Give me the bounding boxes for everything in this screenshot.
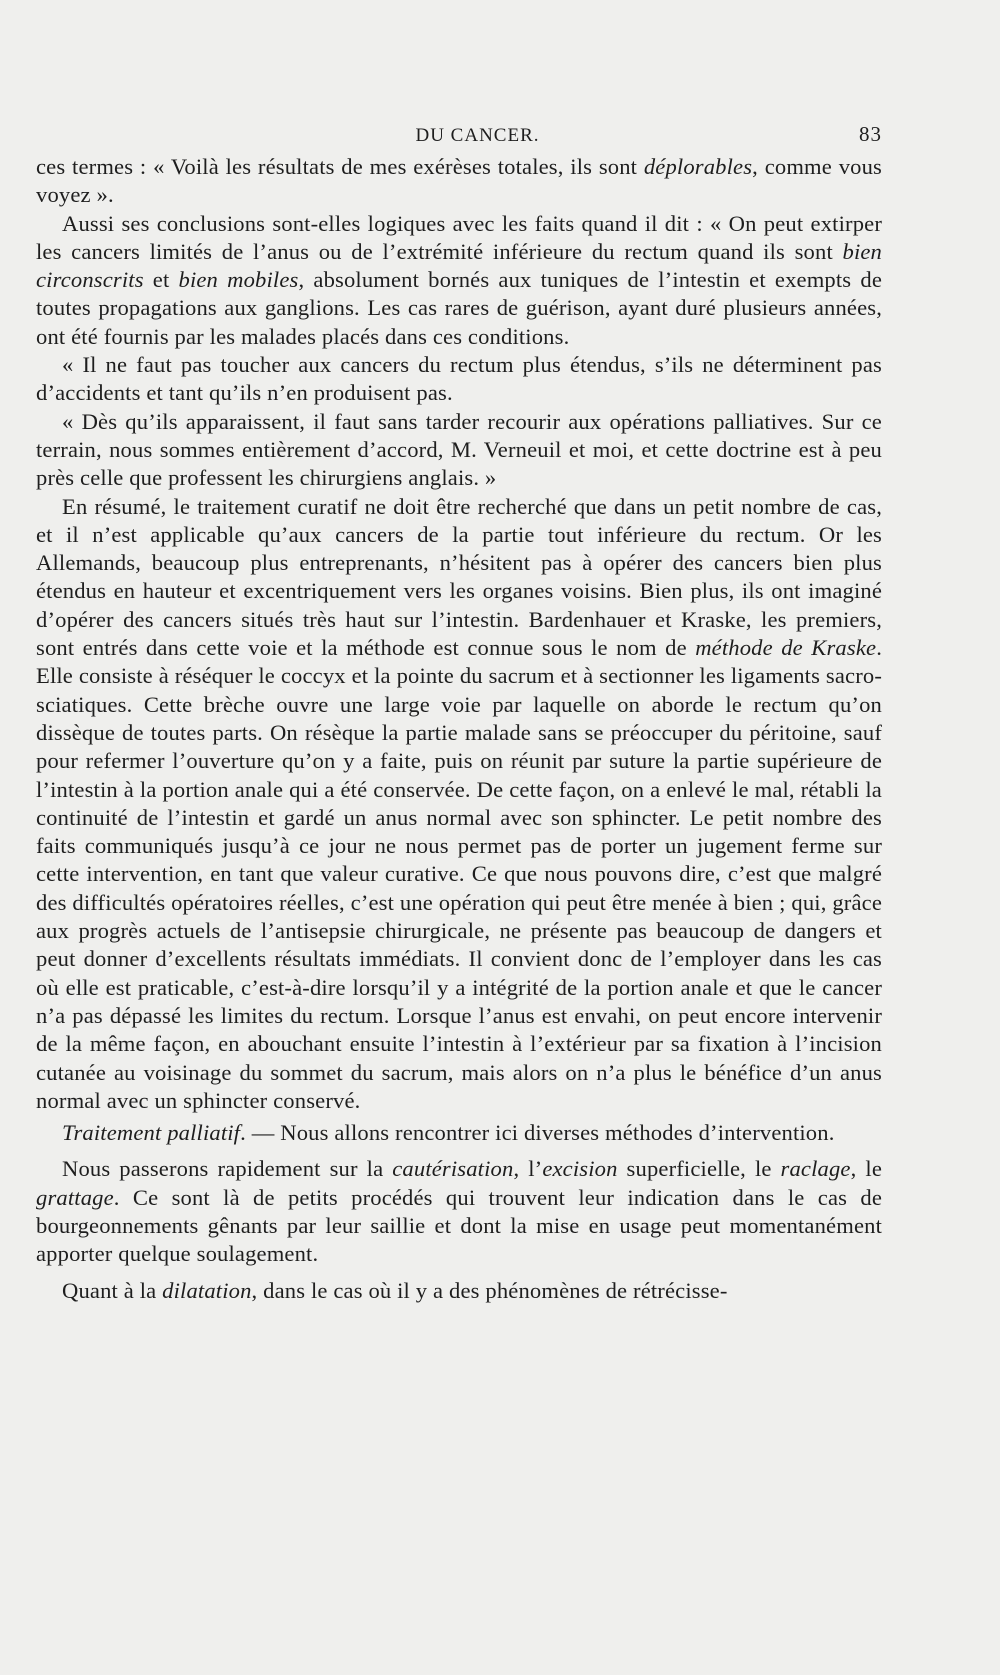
paragraph-7: [36, 1155, 882, 1268]
text-run: « Il ne faut pas toucher aux cancers du rectum plus étendus, s’ils ne déterminent pas d’accidents et tant qu’ils n’en produisent pas.: [36, 352, 882, 406]
paragraph-1: [36, 153, 882, 210]
paragraph-6: [36, 1119, 882, 1147]
text-run: En résumé, le traitement curatif ne doit être recherché que dans un petit nombre de cas, et il n’est applicable qu’aux cancers de la partie tout inférieure du rectum. Or les Allemands, beaucoup plus entreprenants, n’hésitent pas à opérer des cancers bien plus étendus en hauteur et excentriquement vers les organes voisins. Bien plus, ils ont imaginé d’opérer des cancers situés très haut sur l’intestin. Bardenhauer et Kraske, les premiers, sont entrés dans cette voie et la méthode est connue sous le nom de: [36, 493, 882, 661]
text-run: « Dès qu’ils apparaissent, il faut sans tarder recourir aux opérations palliatives. Sur ce terrain, nous sommes entièrement d’accord, M. Verneuil et moi, et cette doctrine est à peu près celle que professent les chirurgiens anglais. »: [36, 408, 882, 491]
paragraph-3: [36, 351, 882, 408]
italic-run: déplorables: [643, 154, 753, 179]
text-run: , comme vous voyez ».: [36, 154, 882, 208]
italic-run: grattage: [36, 1184, 114, 1210]
text-run: . — Nous allons rencontrer ici diverses méthodes d’intervention.: [240, 1120, 835, 1146]
page-number: 83: [859, 122, 882, 146]
text-run: ces termes : « Voilà les résultats de mes exérèses totales, ils sont: [36, 154, 644, 179]
text-run: . Elle consiste à réséquer le coccyx et la pointe du sacrum et à sectionner les ligaments sacro-sciatiques. Cette brèche ouvre une large voie par laquelle on aborde le rectum qu’on dissèque de toutes parts. On résèque la partie malade sans se préoccuper du péritoine, sauf pour refermer l’ouverture qu’on y a faite, puis on réunit par suture la partie supérieure de l’intestin à la portion anale qui a été conservée. De cette façon, on a enlevé le mal, rétabli la continuité de l’intestin et gardé un anus normal avec son sphincter. Le petit nombre des faits communiqués jusqu’à ce jour ne nous permet pas de porter un jugement ferme sur cette intervention, en tant que valeur curative. Ce que nous pouvons dire, c’est que malgré des difficultés opératoires réelles, c’est une opération qui peut être menée à bien ; qui, grâce aux progrès actuels de l’antisepsie chirurgicale, ne présente pas beaucoup de dangers et peut donner d’excellents résultats immédiats. Il convient donc de l’employer dans les cas où elle est praticable, c’est-à-dire lorsqu’il y a intégrité de la portion anale et que le cancer n’a pas dépassé les limites du rectum. Lorsque l’anus est envahi, on peut encore intervenir de la même façon, en abouchant ensuite l’intestin à l’extérieur par sa fixation à l’incision cutanée au voisinage du sommet du sacrum, mais alors on n’a plus le bénéfice d’un anus normal avec un sphincter conservé.: [36, 635, 882, 1113]
text-run: . Ce sont là de petits procédés qui trouvent leur indication dans le cas de bourgeonnements gênants par leur saillie et dont la mise en usage peut momentanément apporter quelque soulagement.: [36, 1184, 882, 1267]
italic-run: bien mobiles: [178, 267, 299, 293]
body-text: [36, 153, 882, 1305]
italic-run: excision: [542, 1156, 618, 1182]
text-run: superficielle, le: [617, 1156, 781, 1182]
paragraph-2: [36, 210, 882, 351]
text-run: et: [143, 267, 179, 293]
italic-run: raclage: [780, 1156, 851, 1182]
paragraph-8: [36, 1277, 882, 1305]
paragraph-5: [36, 493, 882, 1116]
italic-run: méthode de Kraske: [695, 635, 877, 661]
running-title: DU CANCER.: [415, 125, 540, 146]
italic-run: Traitement palliatif: [62, 1120, 241, 1146]
text-run: Aussi ses conclusions sont-elles logiques avec les faits quand il dit : « On peut extirper les cancers limités de l’anus ou de l’extrémité inférieure du rectum quand ils sont: [36, 210, 882, 264]
running-head: [36, 122, 882, 147]
text-run: , l’: [513, 1156, 543, 1182]
text-run: Quant à la: [62, 1277, 163, 1303]
italic-run: dilatation: [162, 1277, 252, 1303]
italic-run: bien circonscrits: [36, 238, 882, 293]
text-run: , le: [850, 1156, 883, 1182]
text-run: , dans le cas où il y a des phénomènes de rétrécisse-: [251, 1277, 728, 1303]
text-run: Nous passerons rapidement sur la: [62, 1156, 393, 1182]
paragraph-4: [36, 408, 882, 493]
italic-run: cautérisation: [392, 1156, 514, 1182]
text-run: , absolument bornés aux tuniques de l’intestin et exempts de toutes propagations aux ganglions. Les cas rares de guérison, ayant duré plusieurs années, ont été fournis par les malades placés dans ces conditions.: [36, 267, 882, 349]
